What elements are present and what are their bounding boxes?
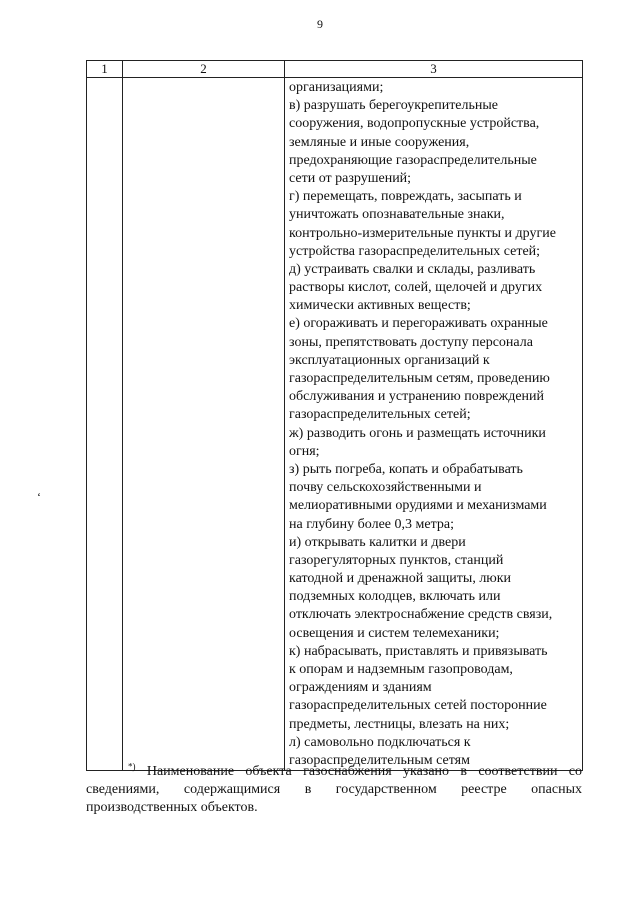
text-line: отключать электроснабжение средств связи, (289, 607, 553, 623)
text-line: е) огораживать и перегораживать охранные (289, 316, 548, 332)
text-line: газорегуляторных пунктов, станций (289, 552, 504, 568)
text-line: газораспределительным сетям, проведению (289, 371, 550, 386)
text-line: к) набрасывать, приставлять и привязывать (289, 643, 548, 659)
table-row (87, 78, 583, 771)
text-line: з) рыть погреба, копать и обрабатывать (289, 461, 523, 477)
text-line: сооружения, водопропускные устройства, (289, 116, 540, 132)
text-line: газораспределительных сетей посторонние (289, 698, 547, 714)
text-line: контрольно-измерительные пункты и другие (289, 225, 556, 241)
text-line: газораспределительным сетям (289, 752, 470, 768)
text-line: ограждениям и зданиям (289, 680, 432, 696)
text-line: земляные и иные сооружения, (289, 134, 470, 150)
text-line: огня; (289, 443, 320, 459)
text-line: освещения и систем телемеханики; (289, 625, 500, 641)
text-line: эксплуатационных организаций к (289, 352, 490, 368)
text-line: устройства газораспределительных сетей; (289, 243, 541, 259)
footnote-text: Наименование объекта газоснабжения указано в соответствии со сведениями, содержащимися в государственном реестре опасных производственных объектов. (86, 764, 582, 815)
text-line: сети от разрушений; (289, 170, 412, 186)
text-line: д) устраивать свалки и склады, разливать (289, 261, 536, 277)
text-line: на глубину более 0,3 метра; (289, 516, 454, 532)
footnote-marker: *) (128, 761, 136, 772)
column-header-2: 2 (123, 61, 285, 78)
text-line: мелиоративными орудиями и механизмами (289, 498, 547, 514)
text-line: ж) разводить огонь и размещать источники (289, 425, 546, 441)
text-line: г) перемещать, повреждать, засыпать и (289, 189, 522, 205)
cell-column-2 (123, 78, 285, 771)
cell-column-1 (87, 78, 123, 771)
page-number: 9 (317, 17, 323, 31)
text-line: катодной и дренажной защиты, люки (289, 571, 512, 587)
text-line: подземных колодцев, включать или (289, 589, 501, 605)
footnote (86, 763, 582, 817)
text-line: обслуживания и устранению повреждений (289, 389, 545, 405)
text-line: к опорам и надземным газопроводам, (289, 662, 513, 677)
column-header-3: 3 (285, 61, 583, 78)
document-table (86, 60, 583, 771)
footnote-paragraph (86, 763, 582, 817)
text-line: химически активных веществ; (289, 298, 471, 314)
text-line: почву сельскохозяйственными и (289, 480, 482, 496)
column-header-1: 1 (87, 61, 123, 78)
text-line: организациями; (289, 80, 384, 95)
text-line: предметы, лестницы, влезать на них; (289, 716, 510, 732)
text-line: уничтожать опознавательные знаки, (289, 207, 505, 223)
table-header-row (87, 61, 583, 78)
text-line: газораспределительных сетей; (289, 407, 471, 423)
text-line: в) разрушать берегоукрепительные (289, 98, 499, 114)
text-line: и) открывать калитки и двери (289, 534, 466, 550)
text-line: растворы кислот, солей, щелочей и других (289, 280, 543, 296)
stray-mark: ‘ (37, 490, 41, 504)
text-line: предохраняющие газораспределительные (289, 152, 537, 168)
cell-column-3 (285, 78, 583, 771)
text-line: зоны, препятствовать доступу персонала (289, 334, 533, 350)
text-line: л) самовольно подключаться к (289, 734, 471, 750)
